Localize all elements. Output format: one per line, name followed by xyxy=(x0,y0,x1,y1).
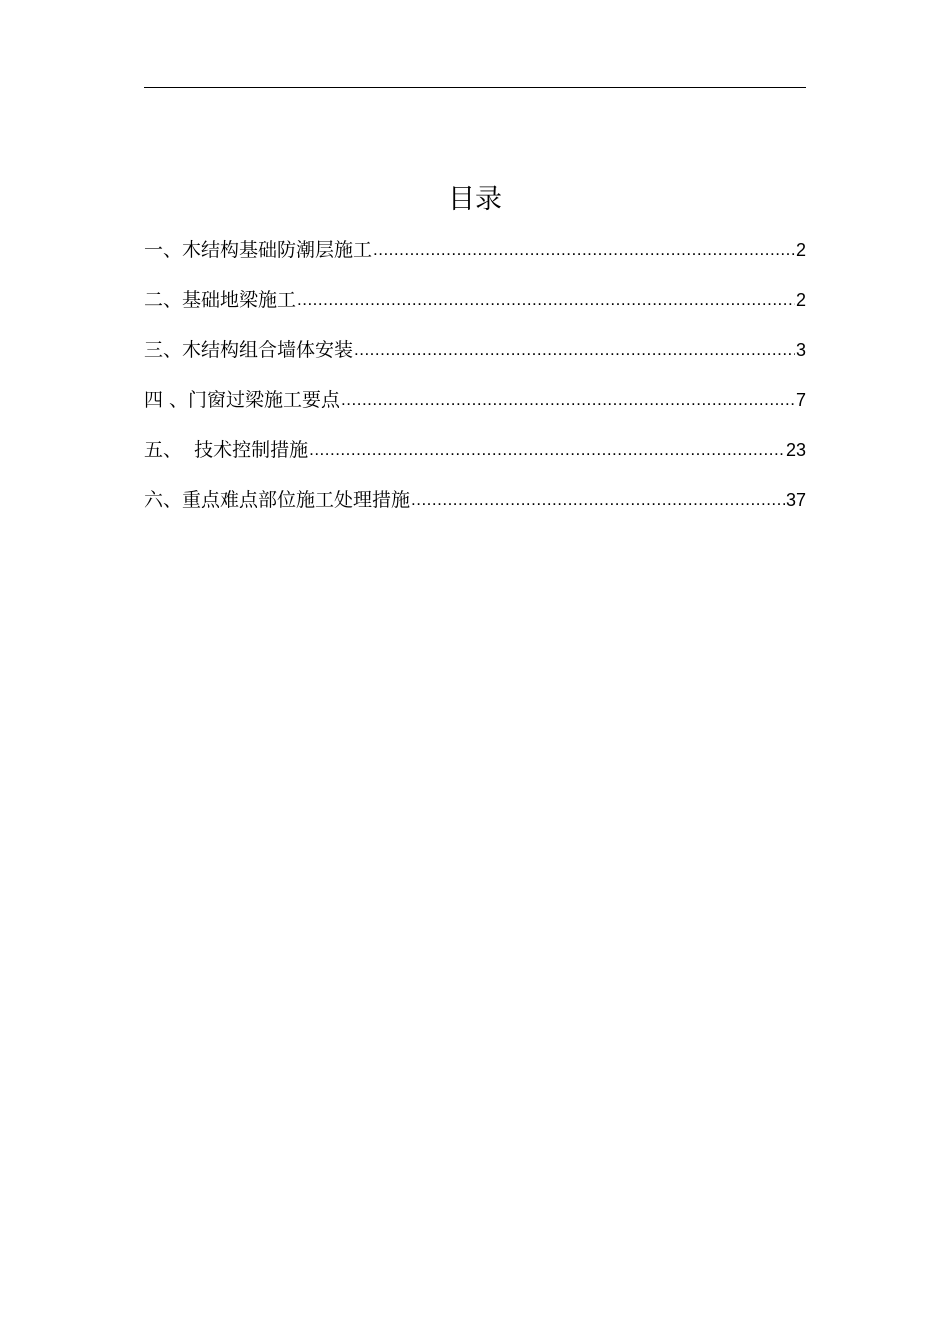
toc-dot-leader xyxy=(411,482,785,518)
toc-title: 目录 xyxy=(448,184,502,215)
toc-entry[interactable] xyxy=(144,232,806,268)
toc-entry[interactable] xyxy=(144,482,806,518)
toc-dot-leader xyxy=(297,282,795,318)
toc-entry[interactable] xyxy=(144,332,806,368)
toc-dot-leader xyxy=(373,232,795,268)
toc-entry[interactable] xyxy=(144,382,806,418)
toc-entry-label: 五、 技术控制措施 xyxy=(144,439,309,461)
toc-entry-page: 37 xyxy=(785,490,806,510)
toc-entry-page: 2 xyxy=(795,290,806,310)
toc-entry-page: 3 xyxy=(795,340,806,360)
toc-entry-label: 三、木结构组合墙体安装 xyxy=(144,339,354,361)
toc-dot-leader xyxy=(309,432,785,468)
toc-entry[interactable] xyxy=(144,432,806,468)
toc-entry-label: 一、木结构基础防潮层施工 xyxy=(144,239,373,261)
toc-dot-leader xyxy=(354,332,795,368)
toc-entry-page: 23 xyxy=(785,440,806,460)
toc-dot-leader xyxy=(341,382,795,418)
toc-entry-page: 2 xyxy=(795,240,806,260)
toc-entry-page: 7 xyxy=(795,390,806,410)
toc-entry-label: 二、基础地梁施工 xyxy=(144,289,297,311)
header-rule xyxy=(144,87,806,88)
table-of-contents xyxy=(144,232,806,532)
toc-entry[interactable] xyxy=(144,282,806,318)
toc-entry-label: 四 、门窗过梁施工要点 xyxy=(144,389,341,411)
toc-entry-label: 六、重点难点部位施工处理措施 xyxy=(144,489,411,511)
